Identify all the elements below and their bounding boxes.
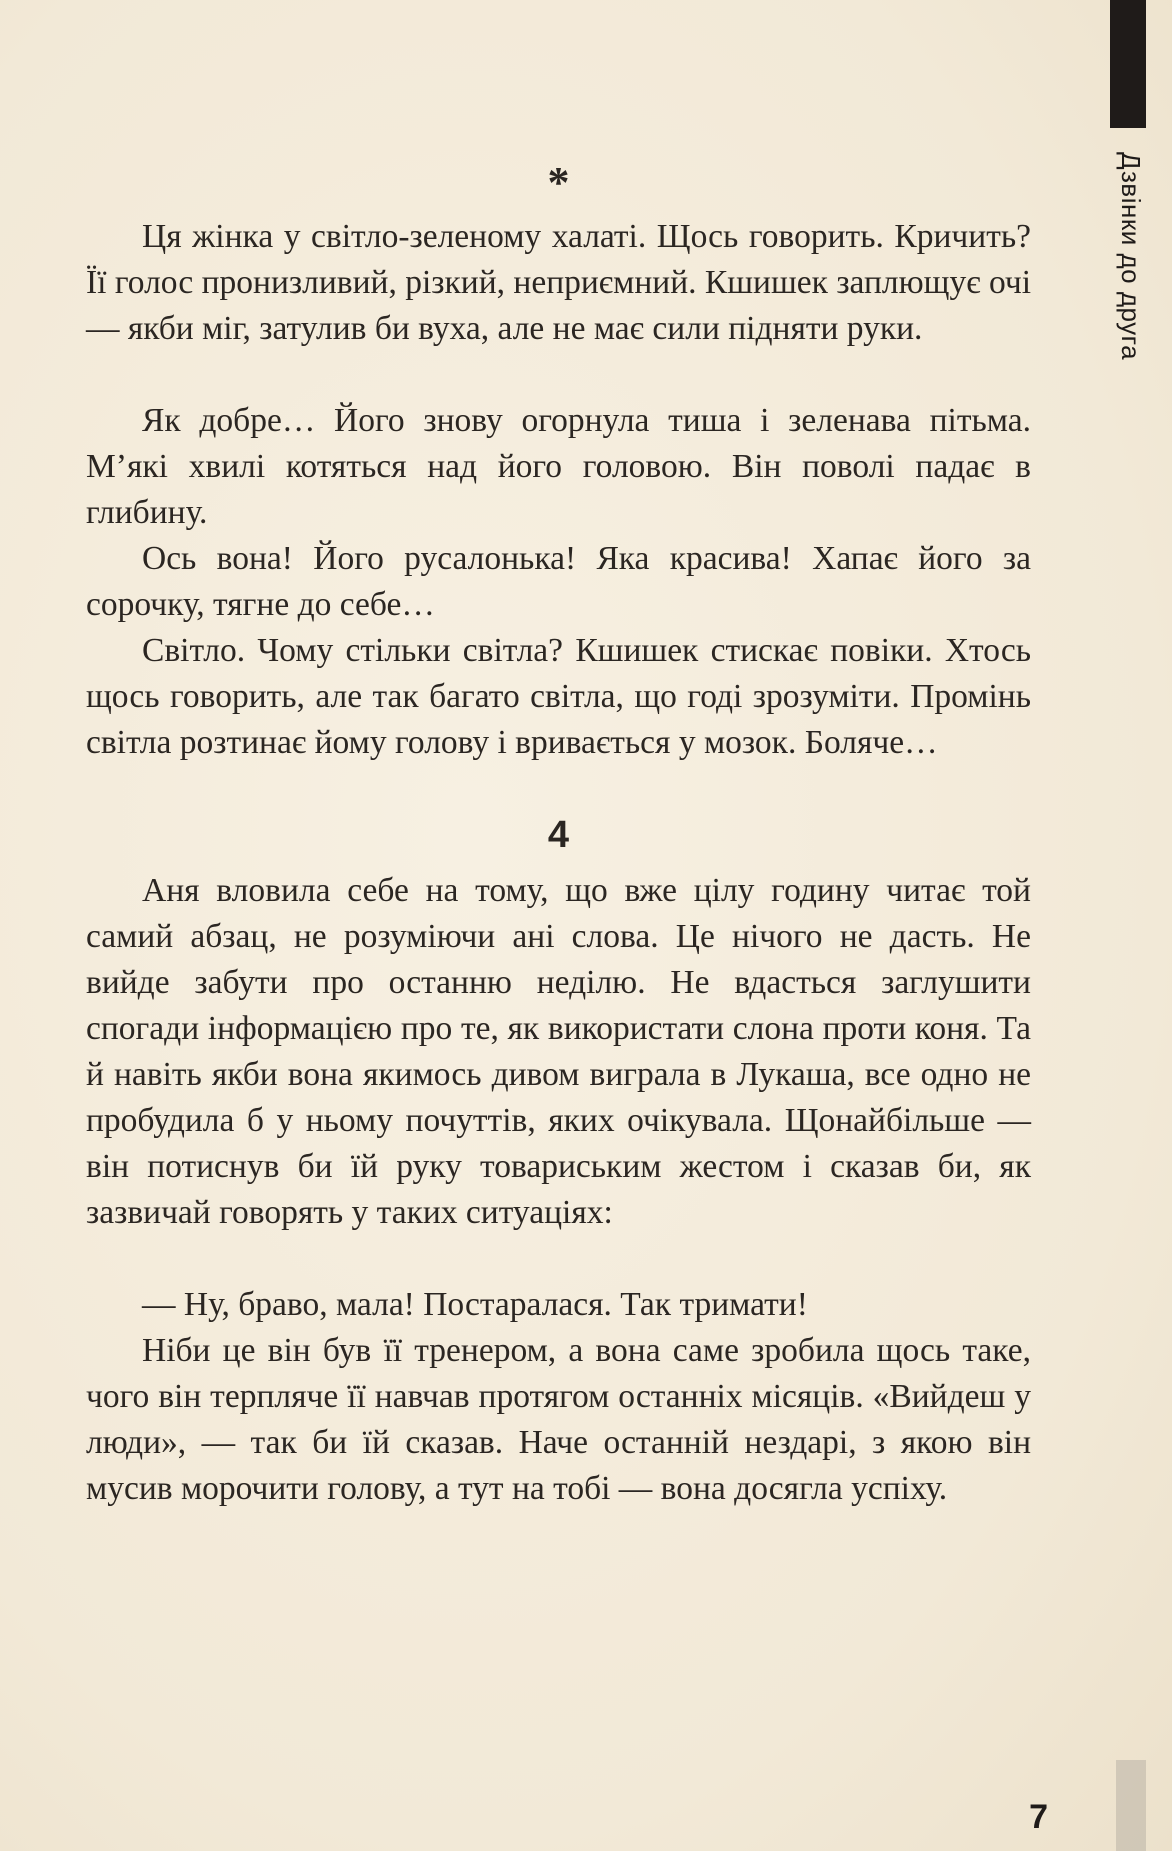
page-number: 7	[1029, 1798, 1048, 1836]
chapter-heading: 4	[547, 814, 570, 856]
paragraph-1: Ця жінка у світло-зеленому халаті. Щось говорить. Кричить? Її голос пронизливий, різкий, неприємний. Кшишек заплющує очі — якби міг, затулив би вуха, але не має сили підняти руки.	[86, 218, 1031, 347]
page-edge-mark	[1116, 1760, 1146, 1851]
paragraph-6: — Ну, браво, мала! Постаралася. Так тримати!	[142, 1286, 808, 1323]
chapter-edge-tab	[1110, 0, 1146, 128]
paragraph-3: Ось вона! Його русалонька! Яка красива! Хапає його за сорочку, тягне до себе…	[86, 540, 1031, 623]
paragraph-5: Аня вловила себе на тому, що вже цілу годину читає той самий абзац, не розуміючи ані слова. Це нічого не дасть. Не вийде забути про останню неділю. Не вдасться заглушити спогади інформацією про те, як використати слона проти коня. Та й навіть якби вона якимось дивом виграла в Лукаша, все одно не пробудила б у ньому почуттів, яких очікувала. Щонайбільше — він потиснув би їй руку товариським жестом і сказав би, як зазвичай говорять у таких ситуаціях:	[86, 872, 1031, 1231]
scene-break: *	[547, 158, 570, 207]
paragraph-4: Світло. Чому стільки світла? Кшишек стискає повіки. Хтось щось говорить, але так багато світла, що годі зрозуміти. Промінь світла розтинає йому голову і вривається у мозок. Боляче…	[86, 632, 1031, 761]
paragraph-2: Як добре… Його знову огорнула тиша і зеленава пітьма. М’які хвилі котяться над його головою. Він поволі падає в глибину.	[86, 402, 1031, 531]
running-title: Дзвінки до друга	[1116, 152, 1146, 361]
paragraph-7: Ніби це він був її тренером, а вона саме зробила щось таке, чого він терпляче її навчав протягом останніх місяців. «Вийдеш у люди», — так би їй сказав. Наче останній нездарі, з якою він мусив морочити голову, а тут на тобі — вона досягла успіху.	[86, 1332, 1031, 1507]
